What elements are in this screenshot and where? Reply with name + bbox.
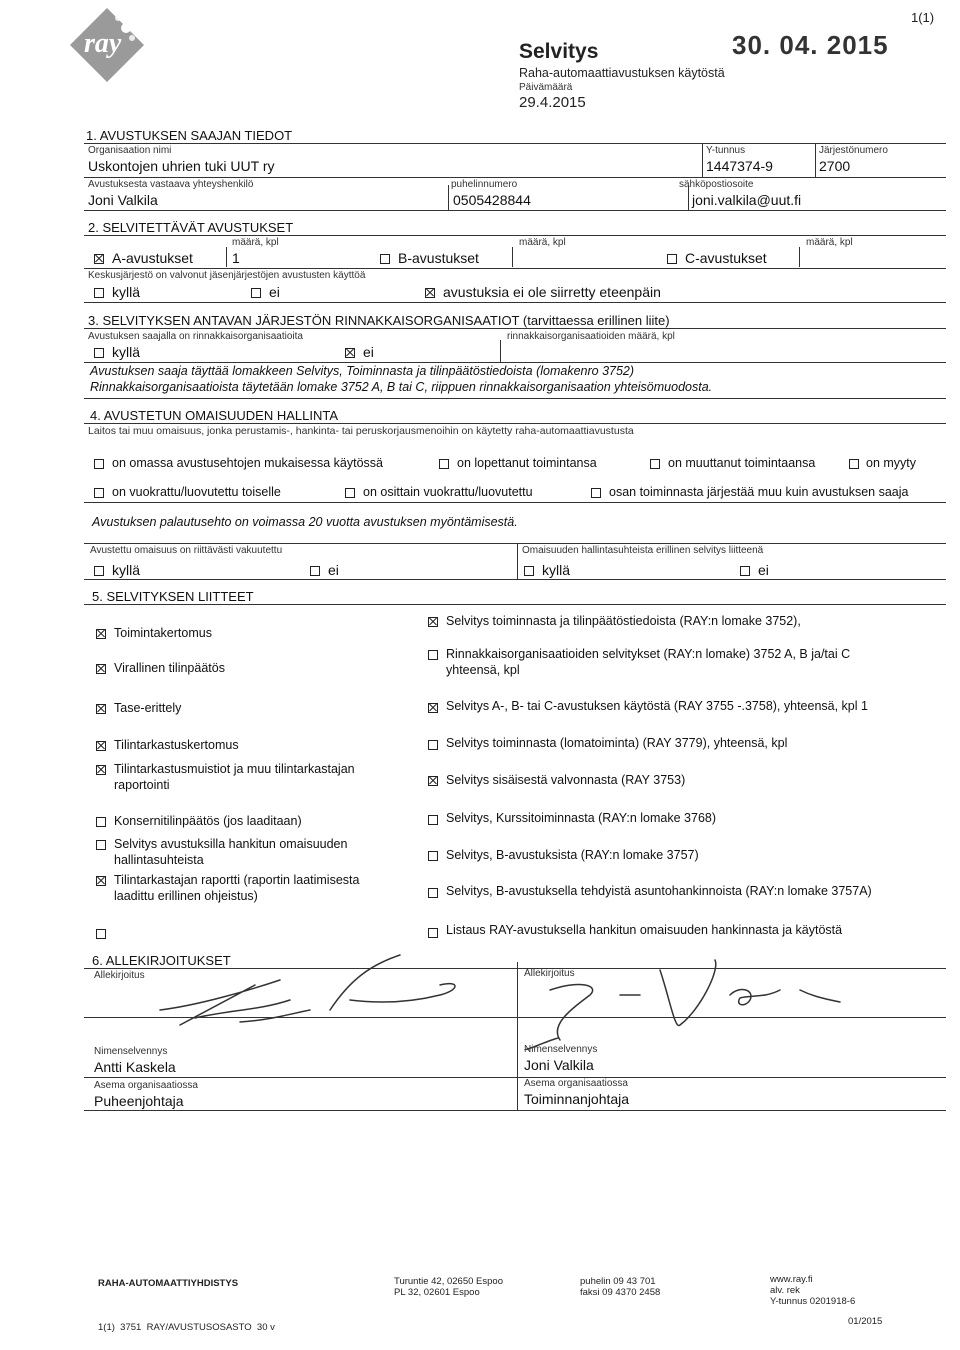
- footer-web: www.ray.fi: [770, 1274, 813, 1285]
- attachment-left-5-checkbox[interactable]: [96, 765, 106, 775]
- c-maara-label: määrä, kpl: [806, 237, 853, 248]
- ytunnus-label: Y-tunnus: [706, 145, 746, 156]
- signature-1-label: Allekirjoitus: [94, 970, 145, 981]
- insured-kylla-label: kyllä: [112, 562, 141, 578]
- b-avustukset-checkbox[interactable]: [380, 254, 390, 264]
- date-value: 29.4.2015: [519, 94, 586, 111]
- c-avustukset-label: C-avustukset: [685, 250, 767, 266]
- attachment-right-1-checkbox[interactable]: [428, 617, 438, 627]
- signer-1-name: Antti Kaskela: [94, 1059, 176, 1075]
- section2-title: 2. SELVITETTÄVÄT AVUSTUKSET: [88, 220, 294, 235]
- footer-form-code: 1(1) 3751 RAY/AVUSTUSOSASTO 30 v: [98, 1322, 275, 1333]
- ownership-label: Omaisuuden hallintasuhteista erillinen selvitys liitteenä: [522, 545, 764, 556]
- attachment-left-8-label: Tilintarkastajan raportti (raportin laatimisesta: [114, 873, 360, 887]
- footer-phone: puhelin 09 43 701: [580, 1276, 656, 1287]
- palautusehto-note: Avustuksen palautusehto on voimassa 20 vuotta avustuksen myöntämisestä.: [92, 515, 518, 529]
- omaisuus-option-1-label: on omassa avustusehtojen mukaisessa käytössä: [112, 456, 383, 470]
- omaisuus-option-7-checkbox[interactable]: [591, 488, 601, 498]
- footer-address-2: PL 32, 02601 Espoo: [394, 1287, 480, 1298]
- received-stamp: 30. 04. 2015: [732, 30, 889, 60]
- section4-label: Laitos tai muu omaisuus, jonka perustamis-, hankinta- tai peruskorjausmenoihin on käytetty raha-automaattiavustusta: [88, 425, 634, 437]
- email-value: joni.valkila@uut.fi: [692, 192, 802, 208]
- ytunnus-value: 1447374-9: [706, 158, 773, 174]
- attachment-right-9-label: Listaus RAY-avustuksella hankitun omaisuuden hankinnasta ja käytöstä: [446, 923, 843, 937]
- attachment-right-5-label: Selvitys sisäisestä valvonnasta (RAY 3753): [446, 773, 686, 787]
- omaisuus-option-3-label: on muuttanut toimintaansa: [668, 456, 816, 470]
- a-avustukset-label: A-avustukset: [112, 250, 193, 266]
- attachment-right-3-label: Selvitys A-, B- tai C-avustuksen käytöstä (RAY 3755 -.3758), yhteensä, kpl 1: [446, 699, 868, 713]
- insured-ei-label: ei: [328, 562, 339, 578]
- omaisuus-option-2-checkbox[interactable]: [439, 459, 449, 469]
- attachment-left-6-checkbox[interactable]: [96, 817, 106, 827]
- attachment-left-4-checkbox[interactable]: [96, 741, 106, 751]
- omaisuus-option-5-checkbox[interactable]: [94, 488, 104, 498]
- a-avustukset-count: 1: [232, 250, 240, 266]
- section3-note-2: Rinnakkaisorganisaatioista täytetään lomake 3752 A, B tai C, riippuen rinnakkaisorganisaation yhteisömuodosta.: [90, 380, 713, 394]
- attachment-right-6-checkbox[interactable]: [428, 815, 438, 825]
- signer-1-position: Puheenjohtaja: [94, 1093, 184, 1109]
- footer-org: RAHA-AUTOMAATTIYHDISTYS: [98, 1278, 239, 1289]
- doc-title: Selvitys: [519, 40, 599, 63]
- attachment-right-6-label: Selvitys, Kurssitoiminnasta (RAY:n lomake 3768): [446, 811, 717, 825]
- omaisuus-option-7-label: osan toiminnasta järjestää muu kuin avustuksen saaja: [609, 485, 909, 499]
- attachment-left-7-label: Selvitys avustuksilla hankitun omaisuuden: [114, 837, 348, 851]
- a-avustukset-checkbox[interactable]: [94, 254, 104, 264]
- jarjestonumero-label: Järjestönumero: [819, 145, 888, 156]
- footer-fax: faksi 09 4370 2458: [580, 1287, 661, 1298]
- rinnakkais-ei-label: ei: [363, 344, 374, 360]
- signer-2-position: Toiminnanjohtaja: [524, 1091, 630, 1107]
- doc-subtitle: Raha-automaattiavustuksen käytöstä: [519, 66, 725, 80]
- footer-vat: alv. rek: [770, 1285, 800, 1296]
- attachment-left-8-label-2: laadittu erillinen ohjeistus): [114, 889, 258, 903]
- attachment-left-2-label: Virallinen tilinpäätös: [114, 661, 225, 675]
- rinnakkais-kylla-label: kyllä: [112, 344, 141, 360]
- not-forwarded-label: avustuksia ei ole siirretty eteenpäin: [443, 284, 661, 300]
- omaisuus-option-4-label: on myyty: [866, 456, 917, 470]
- section3-note-1: Avustuksen saaja täyttää lomakkeen Selvitys, Toiminnasta ja tilinpäätöstiedoista (lomakenro 3752): [90, 364, 635, 378]
- section1-title: 1. AVUSTUKSEN SAAJAN TIEDOT: [86, 128, 293, 143]
- omaisuus-option-2-label: on lopettanut toimintansa: [457, 456, 597, 470]
- omaisuus-option-3-checkbox[interactable]: [650, 459, 660, 469]
- contact-label: Avustuksesta vastaava yhteyshenkilö: [88, 179, 254, 190]
- footer-version: 01/2015: [848, 1316, 883, 1327]
- ownership-ei-label: ei: [758, 562, 769, 578]
- attachment-left-5-label-2: raportointi: [114, 778, 170, 792]
- section4-title: 4. AVUSTETUN OMAISUUDEN HALLINTA: [90, 408, 339, 423]
- insured-label: Avustettu omaisuus on riittävästi vakuutettu: [90, 545, 283, 556]
- ownership-kylla-checkbox[interactable]: [524, 566, 534, 576]
- keskusjarjesto-label: Keskusjärjestö on valvonut jäsenjärjestöjen avustusten käyttöä: [88, 270, 366, 281]
- omaisuus-option-1-checkbox[interactable]: [94, 459, 104, 469]
- attachment-right-4-checkbox[interactable]: [428, 740, 438, 750]
- ownership-ei-checkbox[interactable]: [740, 566, 750, 576]
- email-label: sähköpostiosoite: [679, 179, 754, 190]
- phone-value: 0505428844: [453, 192, 531, 208]
- omaisuus-option-4-checkbox[interactable]: [849, 459, 859, 469]
- kesk-ei-checkbox[interactable]: [251, 288, 261, 298]
- name-1-label: Nimenselvennys: [94, 1046, 168, 1057]
- attachment-left-7-checkbox[interactable]: [96, 840, 106, 850]
- attachment-right-7-checkbox[interactable]: [428, 851, 438, 861]
- insured-kylla-checkbox[interactable]: [94, 566, 104, 576]
- c-avustukset-checkbox[interactable]: [667, 254, 677, 264]
- attachment-left-7-label-2: hallintasuhteista: [114, 853, 204, 867]
- rinnakkais-count-label: rinnakkaisorganisaatioiden määrä, kpl: [507, 331, 675, 342]
- omaisuus-option-6-label: on osittain vuokrattu/luovutettu: [363, 485, 533, 499]
- attachment-left-1-checkbox[interactable]: [96, 629, 106, 639]
- attachment-right-1-label: Selvitys toiminnasta ja tilinpäätöstiedoista (RAY:n lomake 3752),: [446, 614, 801, 628]
- kesk-kylla-checkbox[interactable]: [94, 288, 104, 298]
- attachment-left-3-label: Tase-erittely: [114, 701, 182, 715]
- name-2-label: Nimenselvennys: [524, 1044, 598, 1055]
- kesk-kylla-label: kyllä: [112, 284, 141, 300]
- signature-2-label: Allekirjoitus: [524, 968, 575, 979]
- attachment-left-3-checkbox[interactable]: [96, 704, 106, 714]
- attachment-right-2-checkbox[interactable]: [428, 650, 438, 660]
- attachment-left-2-checkbox[interactable]: [96, 664, 106, 674]
- attachment-left-5-label: Tilintarkastusmuistiot ja muu tilintarkastajan: [114, 762, 355, 776]
- a-maara-label: määrä, kpl: [232, 237, 279, 248]
- attachment-right-2-label: Rinnakkaisorganisaatioiden selvitykset (RAY:n lomake) 3752 A, B ja/tai C: [446, 647, 851, 661]
- signatures-handwritten: [140, 950, 860, 1050]
- attachment-right-4-label: Selvitys toiminnasta (lomatoiminta) (RAY 3779), yhteensä, kpl: [446, 736, 788, 750]
- attachment-left-9-checkbox[interactable]: [96, 929, 106, 939]
- attachment-left-4-label: Tilintarkastuskertomus: [114, 738, 239, 752]
- b-avustukset-label: B-avustukset: [398, 250, 479, 266]
- section5-title: 5. SELVITYKSEN LIITTEET: [92, 589, 254, 604]
- page-number: 1(1): [911, 10, 935, 25]
- contact-name: Joni Valkila: [88, 192, 158, 208]
- insured-ei-checkbox[interactable]: [310, 566, 320, 576]
- org-name: Uskontojen uhrien tuki UUT ry: [88, 158, 275, 174]
- rinnakkais-ei-checkbox[interactable]: [345, 348, 355, 358]
- footer-address-1: Turuntie 42, 02650 Espoo: [394, 1276, 503, 1287]
- attachment-left-8-checkbox[interactable]: [96, 876, 106, 886]
- attachment-right-3-checkbox[interactable]: [428, 703, 438, 713]
- not-forwarded-checkbox[interactable]: [425, 288, 435, 298]
- position-2-label: Asema organisaatiossa: [524, 1078, 628, 1089]
- attachment-right-8-checkbox[interactable]: [428, 888, 438, 898]
- attachment-right-9-checkbox[interactable]: [428, 928, 438, 938]
- phone-label: puhelinnumero: [451, 179, 518, 190]
- attachment-right-5-checkbox[interactable]: [428, 776, 438, 786]
- kesk-ei-label: ei: [269, 284, 280, 300]
- position-1-label: Asema organisaatiossa: [94, 1080, 198, 1091]
- jarjestonumero-value: 2700: [819, 158, 851, 174]
- b-maara-label: määrä, kpl: [519, 237, 566, 248]
- attachment-left-6-label: Konsernitilinpäätös (jos laaditaan): [114, 814, 302, 828]
- section3-title: 3. SELVITYKSEN ANTAVAN JÄRJESTÖN RINNAKKAISORGANISAATIOT (tarvittaessa erillinen liite): [88, 313, 670, 328]
- section6-title: 6. ALLEKIRJOITUKSET: [92, 953, 231, 968]
- rinnakkais-question: Avustuksen saajalla on rinnakkaisorganisaatioita: [88, 331, 303, 342]
- signer-2-name: Joni Valkila: [524, 1057, 594, 1073]
- attachment-left-1-label: Toimintakertomus: [114, 626, 212, 640]
- ownership-kylla-label: kyllä: [542, 562, 571, 578]
- org-label: Organisaation nimi: [88, 145, 172, 156]
- attachment-right-2-label-2: yhteensä, kpl: [446, 663, 520, 677]
- omaisuus-option-6-checkbox[interactable]: [345, 488, 355, 498]
- ray-logo: [68, 6, 146, 84]
- logo-text: ray: [84, 28, 122, 59]
- date-label: Päivämäärä: [519, 82, 573, 93]
- omaisuus-option-5-label: on vuokrattu/luovutettu toiselle: [112, 485, 281, 499]
- attachment-right-7-label: Selvitys, B-avustuksista (RAY:n lomake 3757): [446, 848, 699, 862]
- rinnakkais-kylla-checkbox[interactable]: [94, 348, 104, 358]
- attachment-right-8-label: Selvitys, B-avustuksella tehdyistä asuntohankinnoista (RAY:n lomake 3757A): [446, 884, 872, 898]
- footer-ytunnus: Y-tunnus 0201918-6: [770, 1296, 856, 1307]
